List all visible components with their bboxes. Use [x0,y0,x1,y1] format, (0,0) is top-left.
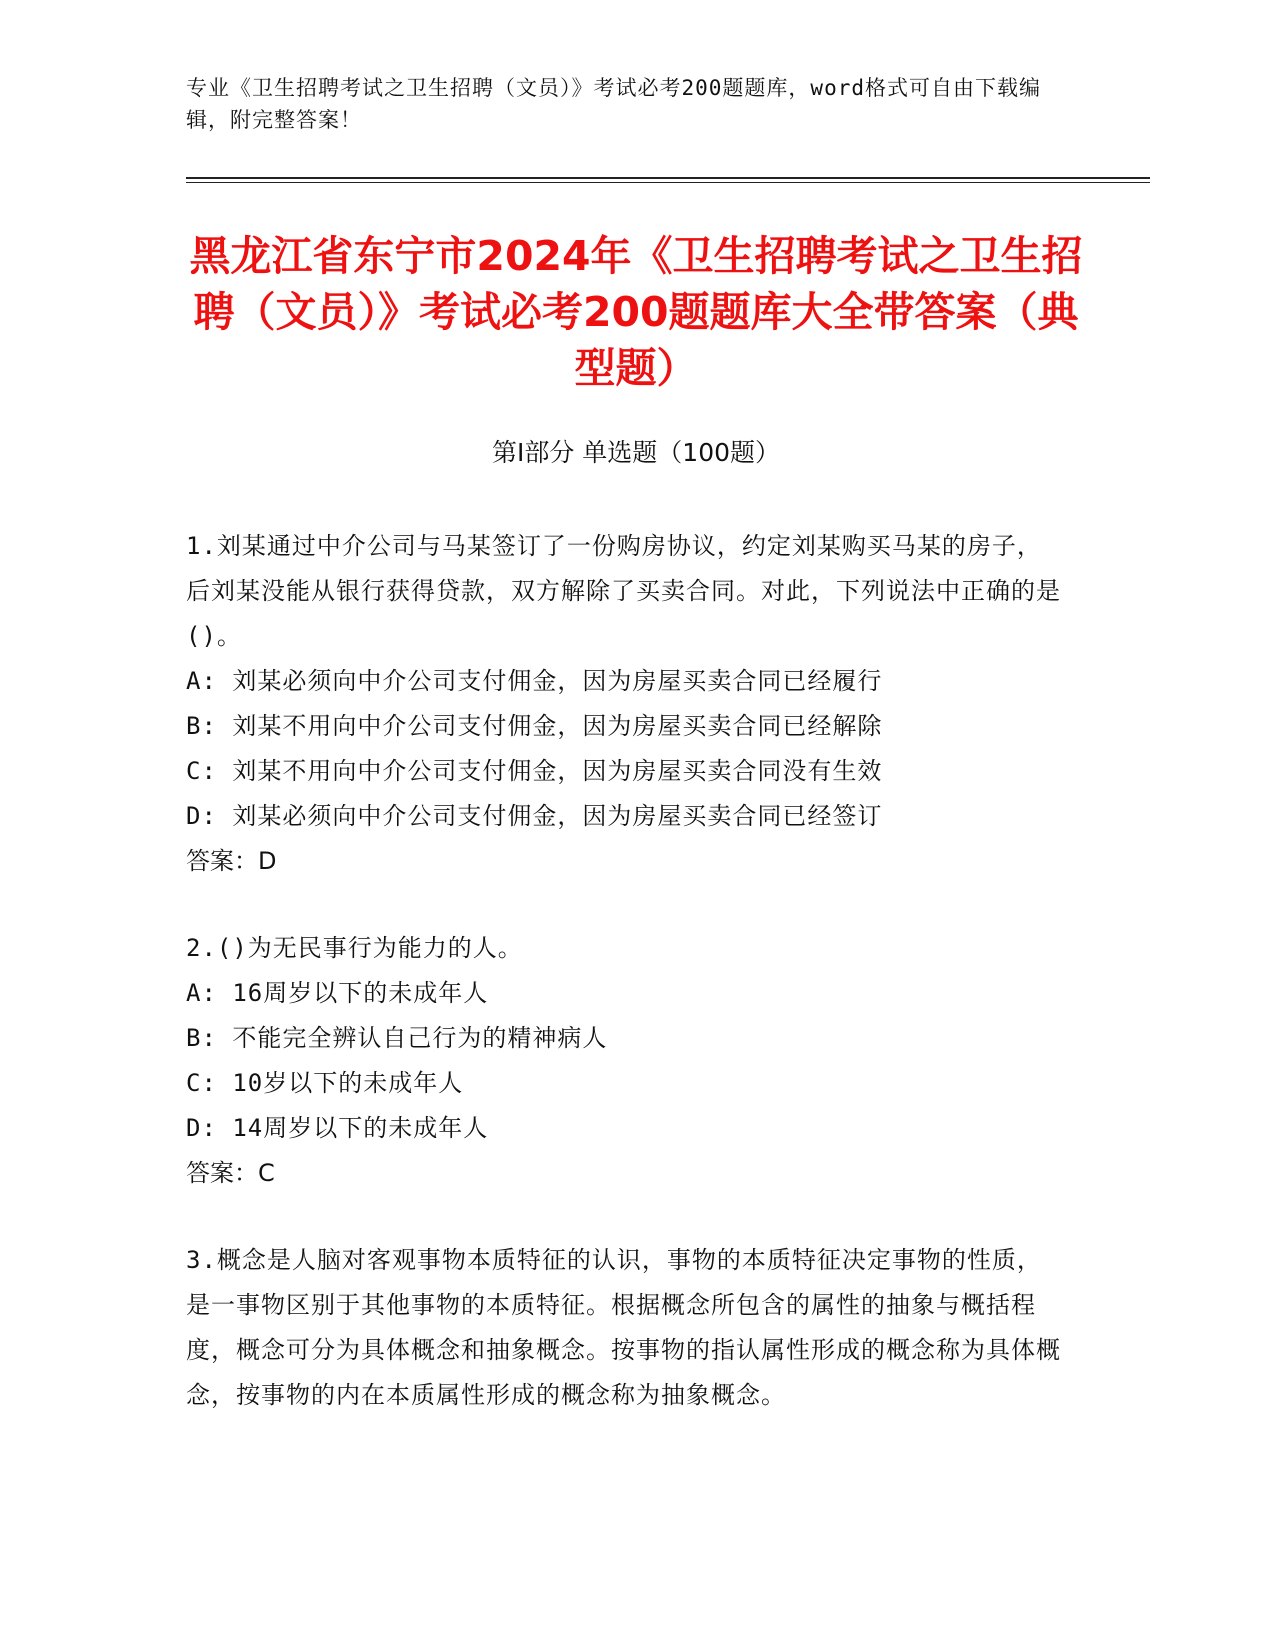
option-b: B: 刘某不用向中介公司支付佣金，因为房屋买卖合同已经解除 [186,712,883,740]
answer-line: 答案：D [186,847,277,875]
option-c: C: 10岁以下的未成年人 [186,1069,464,1097]
document-title: 黑龙江省东宁市2024年《卫生招聘考试之卫生招聘（文员）》考试必考200题题库大全带答案（典型题） [189,232,1083,392]
option-d: D: 14周岁以下的未成年人 [186,1114,489,1142]
answer-line: 答案：C [186,1159,275,1187]
question-2 [186,926,1066,1196]
option-a: A: 刘某必须向中介公司支付佣金，因为房屋买卖合同已经履行 [186,667,883,695]
header-rule-thick [186,177,1150,179]
header-note: 专业《卫生招聘考试之卫生招聘（文员）》考试必考200题题库，word格式可自由下载编辑，附完整答案！ [186,76,1041,132]
section-heading: 第Ⅰ部分 单选题（100题） [491,438,781,467]
question-stem: 3.概念是人脑对客观事物本质特征的认识，事物的本质特征决定事物的性质，是一事物区别于其他事物的本质特征。根据概念所包含的属性的抽象与概括程度，概念可分为具体概念和抽象概念。按事物的指认属性形成的概念称为具体概念，按事物的内在本质属性形成的概念称为抽象概念。 [186,1246,1061,1409]
question-stem: 2.()为无民事行为能力的人。 [186,934,523,962]
question-stem: 1.刘某通过中介公司与马某签订了一份购房协议，约定刘某购买马某的房子，后刘某没能从银行获得贷款，双方解除了买卖合同。对此，下列说法中正确的是()。 [186,532,1061,650]
header-rule-thin [186,182,1150,183]
option-c: C: 刘某不用向中介公司支付佣金，因为房屋买卖合同没有生效 [186,757,883,785]
option-d: D: 刘某必须向中介公司支付佣金，因为房屋买卖合同已经签订 [186,802,883,830]
option-a: A: 16周岁以下的未成年人 [186,979,489,1007]
option-b: B: 不能完全辨认自己行为的精神病人 [186,1024,608,1052]
question-1 [186,524,1066,884]
question-3 [186,1238,1066,1418]
question-list [186,524,1066,1460]
